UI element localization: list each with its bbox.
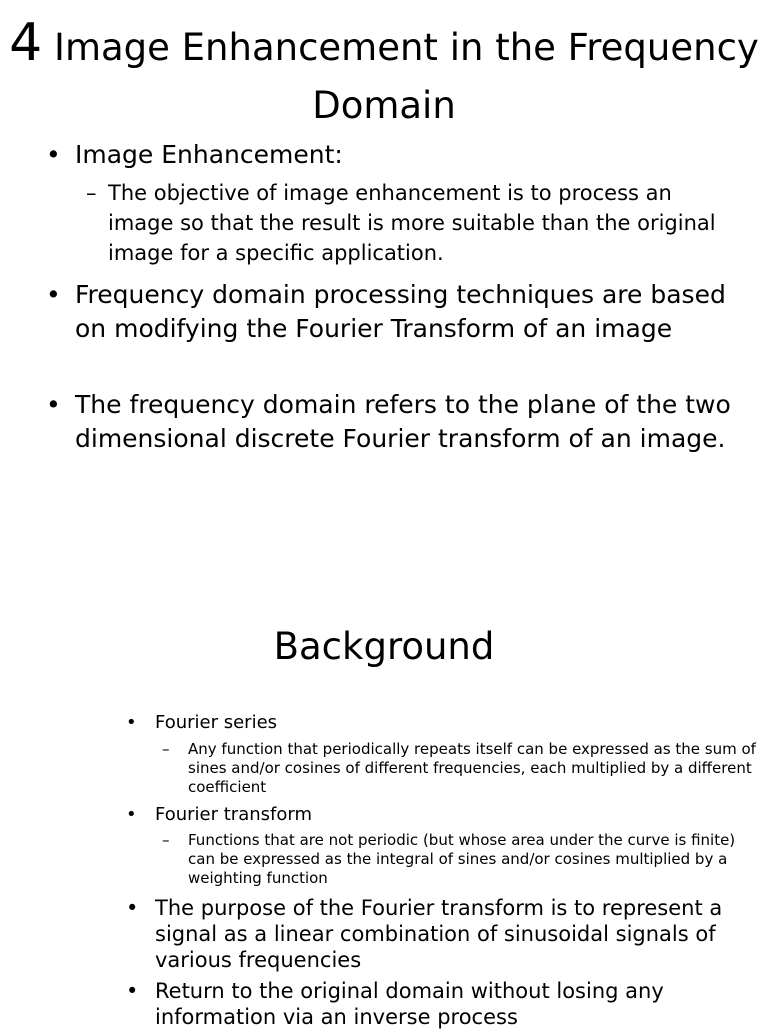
bullet-item (126, 710, 746, 736)
bullet-dot-icon: • (126, 804, 137, 825)
bullet-item (46, 388, 746, 456)
chapter-number: 4 (9, 13, 43, 73)
bullet-item (126, 978, 746, 1030)
bullet-text: Fourier transform (155, 804, 312, 825)
sub-bullet-item (162, 831, 762, 888)
bullet-item (126, 895, 746, 973)
bullet-text: Any function that periodically repeats itself can be expressed as the sum of sines and/or cosines of different frequencies, each multiplied by a different coefficient (188, 740, 756, 796)
bullet-dot-icon: • (46, 280, 61, 309)
bullet-text: Frequency domain processing techniques are based on modifying the Fourier Transform of an image (75, 280, 726, 343)
bullet-item (46, 138, 746, 172)
chapter-title: Image Enhancement in the Frequency Domain (54, 26, 759, 127)
dash-icon: – (162, 831, 170, 849)
slide-2 (0, 560, 768, 1029)
bullet-item (46, 278, 746, 346)
bullet-item (126, 802, 746, 828)
bullet-dot-icon: • (126, 896, 139, 920)
dash-icon: – (162, 740, 170, 758)
bullet-dot-icon: • (126, 979, 139, 1003)
bullet-text: Fourier series (155, 712, 278, 733)
slide-title: Background (273, 625, 495, 668)
bullet-text: The purpose of the Fourier transform is to represent a signal as a linear combination of sinusoidal signals of various frequencies (155, 896, 723, 972)
bullet-text: Functions that are not periodic (but whose area under the curve is finite) can be expressed as the integral of sines and/or cosines multiplied by a weighting function (188, 831, 736, 887)
dash-icon: – (86, 181, 97, 205)
sub-bullet-item (86, 178, 736, 268)
sub-bullet-item (162, 740, 762, 797)
bullet-text: Image Enhancement: (75, 140, 343, 169)
bullet-text: The frequency domain refers to the plane of the two dimensional discrete Fourier transform of an image. (75, 390, 731, 453)
slide-title (0, 14, 768, 135)
bullet-text: Return to the original domain without losing any information via an inverse process (155, 979, 664, 1029)
bullet-dot-icon: • (46, 140, 61, 169)
bullet-dot-icon: • (46, 390, 61, 419)
bullet-text: The objective of image enhancement is to process an image so that the result is more suitable than the original image for a specific application. (108, 181, 716, 265)
bullet-dot-icon: • (126, 712, 137, 733)
